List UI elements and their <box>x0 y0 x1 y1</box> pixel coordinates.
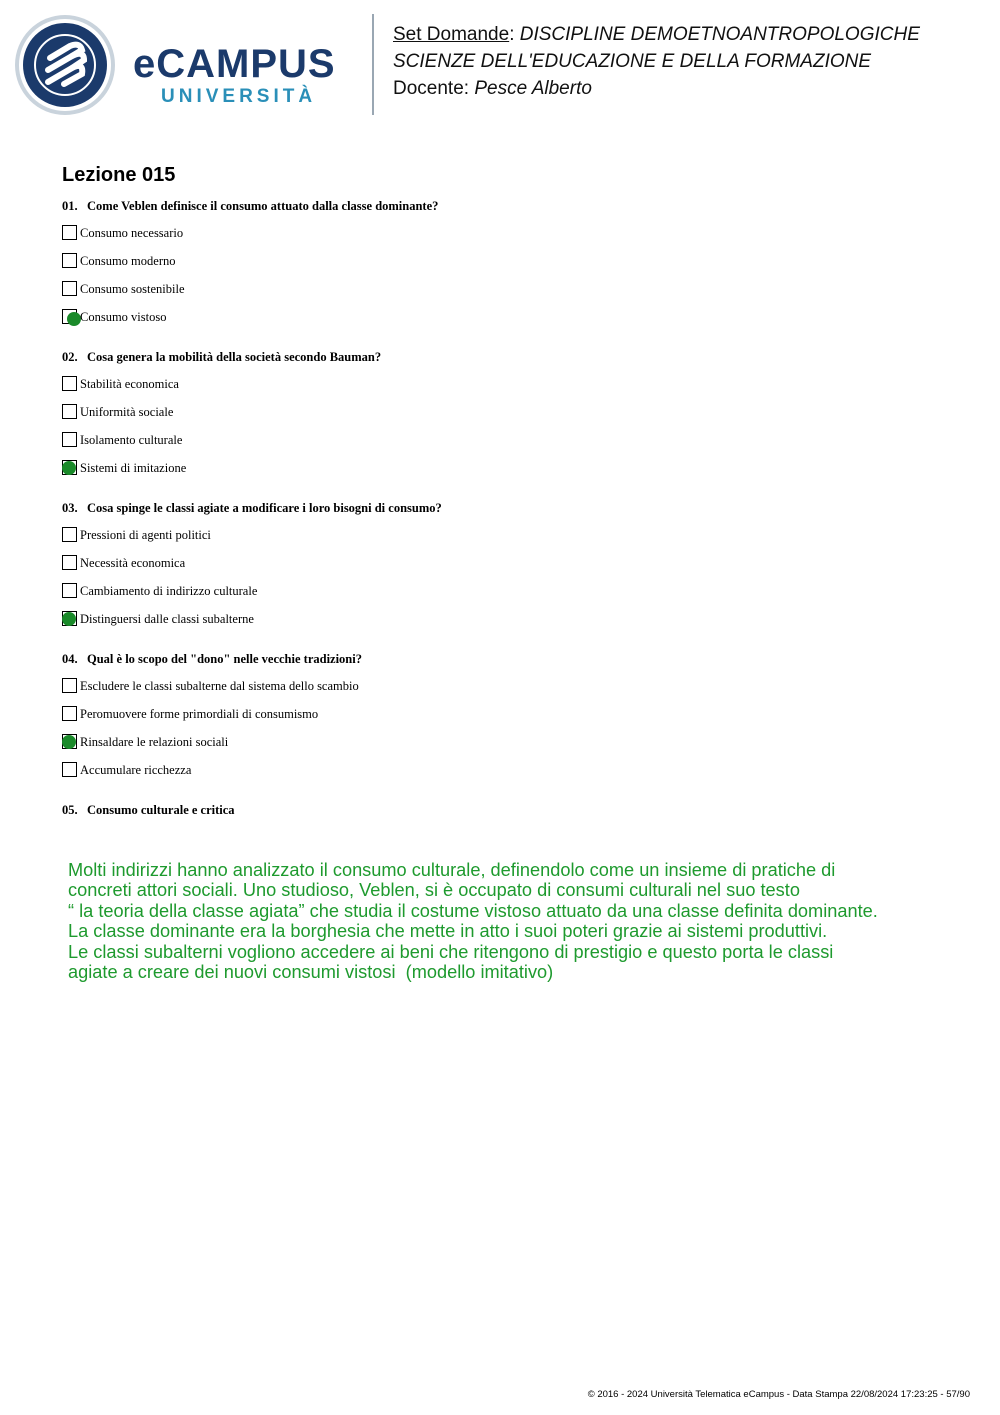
answer-option[interactable] <box>62 555 662 571</box>
ecampus-wordmark <box>133 40 358 112</box>
question-text: Qual è lo scopo del "dono" nelle vecchie tradizioni? <box>87 652 362 666</box>
answer-option[interactable] <box>62 734 662 750</box>
question-5 <box>62 802 235 818</box>
answer-option[interactable] <box>62 678 662 694</box>
set-title-1: DISCIPLINE DEMOETNOANTROPOLOGICHE <box>519 24 920 45</box>
question-number: 05. <box>62 803 78 817</box>
answer-option[interactable] <box>62 404 662 420</box>
option-checkbox[interactable] <box>62 432 77 447</box>
header-info <box>393 21 993 102</box>
option-label: Necessità economica <box>80 556 186 570</box>
selected-answer-dot-icon <box>62 612 76 626</box>
answer-option[interactable] <box>62 281 662 297</box>
option-label: Uniformità sociale <box>80 405 174 419</box>
header-divider <box>372 14 374 115</box>
option-label: Pressioni di agenti politici <box>80 528 211 542</box>
option-label: Stabilità economica <box>80 377 179 391</box>
answer-option[interactable] <box>62 611 662 627</box>
option-checkbox[interactable] <box>62 376 77 391</box>
set-line-2 <box>393 48 993 75</box>
answer-line: agiate a creare dei nuovi consumi vistosi (modello imitativo) <box>68 962 554 983</box>
answer-option[interactable] <box>62 253 662 269</box>
option-checkbox[interactable] <box>62 253 77 268</box>
answer-option[interactable] <box>62 527 662 543</box>
docente-label: Docente: <box>393 78 470 99</box>
question-text: Come Veblen definisce il consumo attuato dalla classe dominante? <box>87 199 439 213</box>
option-checkbox[interactable] <box>62 527 77 542</box>
answer-option[interactable] <box>62 432 662 448</box>
option-label: Consumo sostenibile <box>80 282 185 296</box>
option-label: Peromuovere forme primordiali di consumismo <box>80 707 319 721</box>
answer-option[interactable] <box>62 460 662 476</box>
option-label: Isolamento culturale <box>80 433 183 447</box>
option-label: Consumo necessario <box>80 226 184 240</box>
open-answer-text <box>68 860 988 982</box>
answer-option[interactable] <box>62 762 662 778</box>
logo-sub-text: UNIVERSITÀ <box>161 86 317 107</box>
option-label: Rinsaldare le relazioni sociali <box>80 735 229 749</box>
answer-line: Le classi subalterni vogliono accedere ai beni che ritengono di prestigio e questo porta le classi <box>68 941 834 962</box>
page-footer: © 2016 - 2024 Università Telematica eCampus - Data Stampa 22/08/2024 17:23:25 - 57/90 <box>587 1389 970 1400</box>
answer-line: La classe dominante era la borghesia che mette in atto i suoi poteri grazie ai sistemi produttivi. <box>68 921 828 942</box>
option-label: Consumo moderno <box>80 254 176 268</box>
option-label: Distinguersi dalle classi subalterne <box>80 612 254 626</box>
set-title-2: SCIENZE DELL'EDUCAZIONE E DELLA FORMAZIONE <box>393 51 872 72</box>
logo-brand-text: eCAMPUS <box>133 42 336 86</box>
option-label: Accumulare ricchezza <box>80 763 192 777</box>
option-checkbox[interactable] <box>62 762 77 777</box>
question-1 <box>62 198 438 214</box>
answer-option[interactable] <box>62 225 662 241</box>
question-number: 02. <box>62 350 78 364</box>
question-text: Cosa genera la mobilità della società secondo Bauman? <box>87 350 382 364</box>
page-header <box>0 0 1000 130</box>
docente-name: Pesce Alberto <box>474 78 592 99</box>
question-3 <box>62 500 442 516</box>
question-2 <box>62 349 381 365</box>
question-number: 04. <box>62 652 78 666</box>
option-label: Cambiamento di indirizzo culturale <box>80 584 258 598</box>
question-number: 03. <box>62 501 78 515</box>
option-checkbox[interactable] <box>62 555 77 570</box>
answer-option[interactable] <box>62 583 662 599</box>
answer-option[interactable] <box>62 376 662 392</box>
question-number: 01. <box>62 199 78 213</box>
set-line: Set Domande: DISCIPLINE DEMOETNOANTROPOLOGICHE <box>393 24 920 45</box>
selected-answer-dot-icon <box>62 461 76 475</box>
question-text: Consumo culturale e critica <box>87 803 235 817</box>
selected-answer-dot-icon <box>62 735 76 749</box>
answer-option[interactable] <box>62 706 662 722</box>
docente-line <box>393 75 993 102</box>
set-label: Set Domande <box>393 24 510 45</box>
option-checkbox[interactable] <box>62 404 77 419</box>
option-label: Escludere le classi subalterne dal sistema dello scambio <box>80 679 359 693</box>
option-label: Sistemi di imitazione <box>80 461 187 475</box>
question-text: Cosa spinge le classi agiate a modificare i loro bisogni di consumo? <box>87 501 442 515</box>
lesson-title: Lezione 015 <box>62 164 176 186</box>
option-checkbox[interactable] <box>62 281 77 296</box>
option-checkbox[interactable] <box>62 678 77 693</box>
answer-line: Molti indirizzi hanno analizzato il consumo culturale, definendolo come un insieme di pratiche di <box>68 860 836 880</box>
option-checkbox[interactable] <box>62 583 77 598</box>
option-checkbox[interactable] <box>62 706 77 721</box>
option-checkbox[interactable] <box>62 225 77 240</box>
option-label: Consumo vistoso <box>80 310 167 324</box>
ecampus-seal-logo <box>14 14 116 116</box>
answer-line: “ la teoria della classe agiata” che studia il costume vistoso attuato da una classe definita dominante. <box>68 900 878 921</box>
question-4 <box>62 651 362 667</box>
answer-option[interactable] <box>62 309 662 325</box>
selected-answer-dot-icon <box>67 312 81 326</box>
answer-line: concreti attori sociali. Uno studioso, Veblen, si è occupato di consumi culturali nel suo testo <box>68 880 800 901</box>
